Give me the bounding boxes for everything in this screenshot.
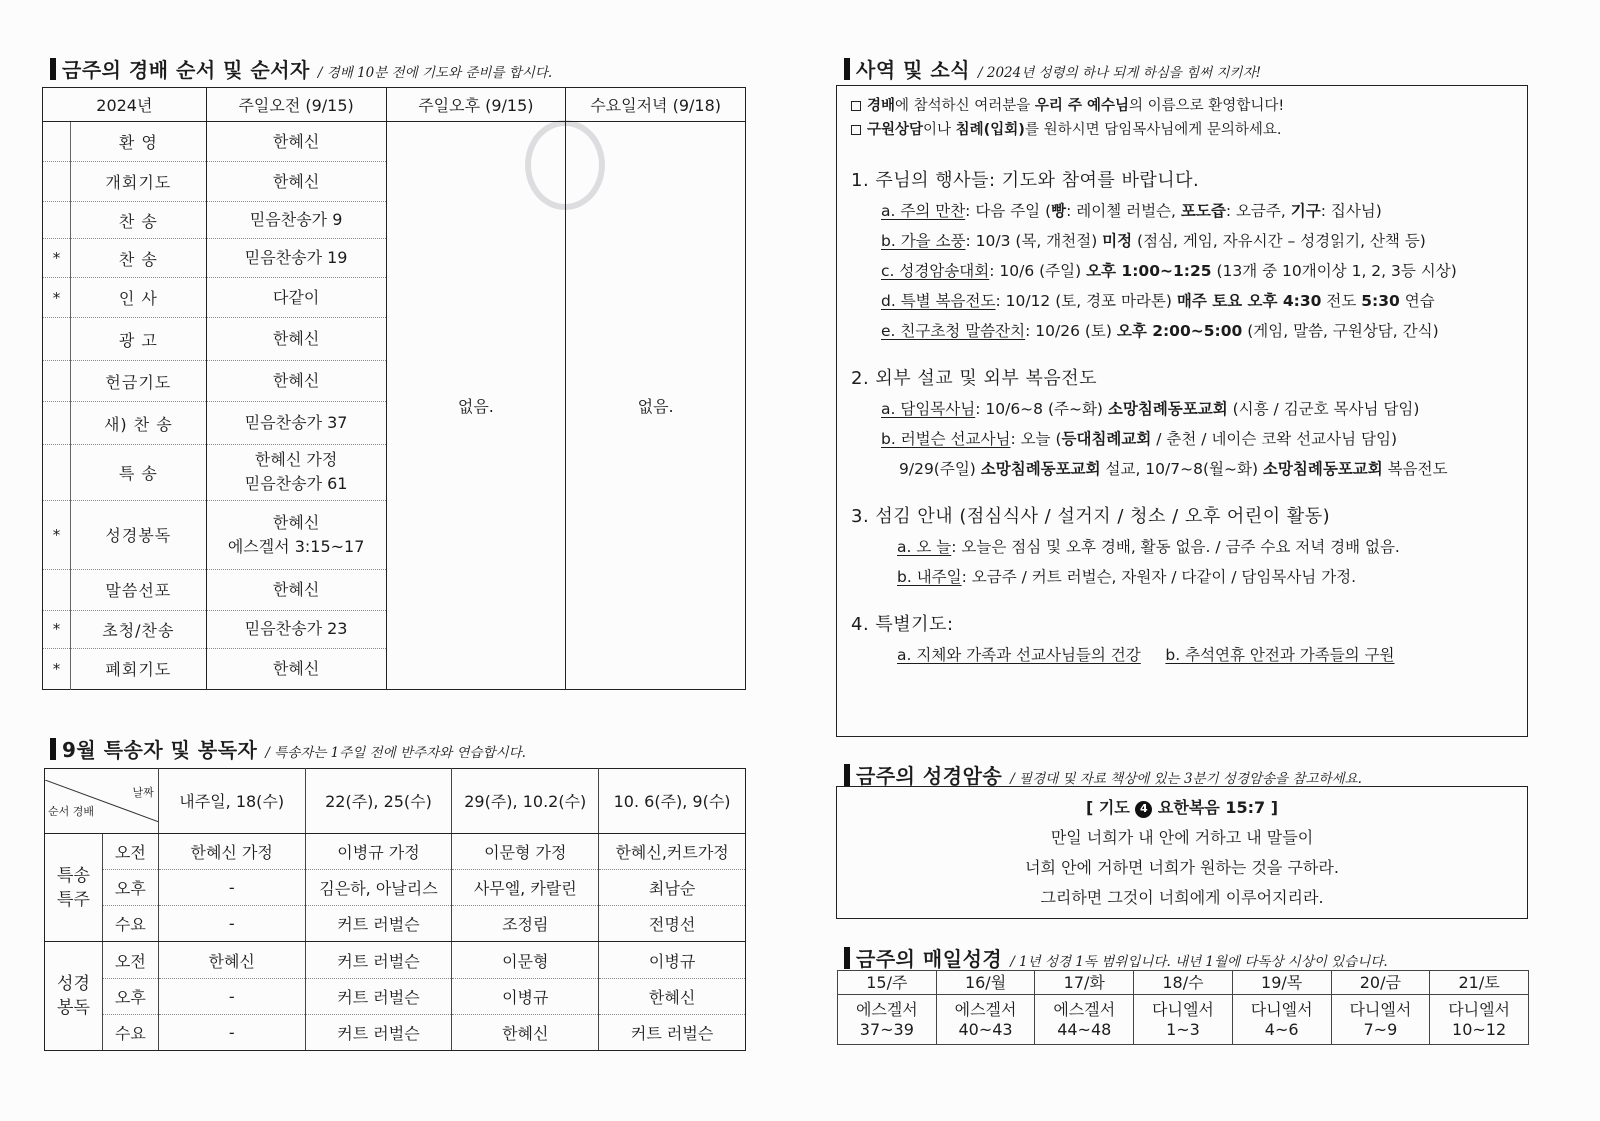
- reading-passage: [838, 995, 937, 1045]
- service-label: 오전: [102, 833, 158, 869]
- wednesday-service-cell: 없음.: [566, 122, 746, 690]
- special-singers-table: [44, 768, 746, 1051]
- group-label-line: 특주: [57, 889, 90, 910]
- heading-bar-icon: [844, 764, 850, 786]
- order-person: [206, 318, 386, 361]
- order-item: 폐회기도: [70, 648, 206, 689]
- group-label-line: 특송: [57, 865, 90, 886]
- reading-book: 다니엘서: [1152, 999, 1214, 1019]
- reading-day: 16/월: [936, 971, 1035, 995]
- assignee-cell: 한혜신 가정: [158, 833, 305, 869]
- assignee-cell: 한혜신: [599, 978, 746, 1014]
- corner-order-label: 순서: [48, 804, 70, 818]
- order-person-line: 믿음찬송가 19: [244, 248, 348, 268]
- assignee-cell: 전명선: [599, 906, 746, 942]
- news-item-1b: b. 가을 소풍: 10/3 (목, 개천절) 미정 (점심, 게임, 자유시간 – 성경읽기, 산책 등): [881, 232, 1426, 250]
- verse-section-title: 금주의 성경암송: [856, 764, 1003, 788]
- order-person: [206, 610, 386, 648]
- reading-day: 21/토: [1430, 971, 1529, 995]
- assignee-cell: 사무엘, 카랄린: [452, 870, 599, 906]
- assignee-cell: 한혜신: [158, 942, 305, 978]
- special-row: [45, 978, 746, 1014]
- news-section-title: 사역 및 소식: [856, 58, 971, 82]
- news-heading-1: 1. 주님의 행사들: 기도와 참여를 바랍니다.: [851, 170, 1200, 191]
- order-item: 환 영: [70, 122, 206, 162]
- order-person-line: 한혜신: [272, 329, 320, 349]
- date-header: 내주일, 18(수): [158, 769, 305, 834]
- assignee-cell: 한혜신,커트가정: [599, 833, 746, 869]
- assignee-cell: 이병규: [599, 942, 746, 978]
- corner-service-label: 경배: [72, 804, 95, 818]
- reading-chapters: 7~9: [1363, 1019, 1398, 1039]
- group-label-line: 성경: [57, 974, 90, 995]
- order-person: [206, 239, 386, 278]
- news-item-1c: c. 성경암송대회: 10/6 (주일) 오후 1:00~1:25 (13개 중 10개이상 1, 2, 3등 시상): [881, 262, 1457, 280]
- reading-section-heading: [844, 943, 1388, 973]
- daily-reading-table: [837, 970, 1529, 1045]
- special-row: [45, 870, 746, 906]
- news-section-subtitle: / 2024년 성령의 하나 되게 하심을 힘써 지키자!: [978, 65, 1262, 81]
- assignee-cell: -: [158, 1014, 305, 1050]
- corner-date-label: 날짜: [132, 785, 154, 799]
- special-section-title: 9월 특송자 및 봉독자: [62, 738, 258, 762]
- order-person: [206, 500, 386, 569]
- order-person: [206, 202, 386, 239]
- assignee-cell: 커트 러벌슨: [599, 1014, 746, 1050]
- special-section-subtitle: / 특송자는 1주일 전에 반주자와 연습합시다.: [265, 745, 526, 761]
- news-item-1e: e. 친구초청 말씀잔치: 10/26 (토) 오후 2:00~5:00 (게임, 말씀, 구원상담, 간식): [881, 322, 1439, 340]
- heading-bar-icon: [844, 947, 850, 969]
- verse-line-1: 만일 너희가 내 안에 거하고 내 말들이: [1050, 828, 1314, 847]
- service-label: 오후: [102, 870, 158, 906]
- assignee-cell: 커트 러벌슨: [305, 1014, 452, 1050]
- required-mark: *: [43, 500, 71, 569]
- order-person-line: 믿음찬송가 37: [244, 413, 348, 432]
- reading-book: 다니엘서: [1448, 999, 1511, 1019]
- afternoon-service-cell: 없음.: [386, 122, 566, 690]
- special-row: [45, 906, 746, 942]
- order-section-subtitle: / 경배 10분 전에 기도와 준비를 합시다.: [317, 65, 553, 81]
- order-header-am: 주일오전 (9/15): [206, 88, 386, 122]
- order-person-line: 한혜신: [272, 371, 320, 391]
- order-header-wed: 수요일저녁 (9/18): [566, 88, 746, 122]
- news-item-1a: a. 주의 만찬: 다음 주일 (빵: 레이첼 러벌슨, 포도즙: 오금주, 기구: 집사님): [881, 202, 1382, 220]
- assignee-cell: 커트 러벌슨: [305, 978, 452, 1014]
- order-person-line: 한혜신: [272, 658, 320, 678]
- order-person: [206, 569, 386, 610]
- order-section-title: 금주의 경배 순서 및 순서자: [62, 58, 310, 82]
- special-row: [45, 833, 746, 869]
- news-heading-2: 2. 외부 설교 및 외부 복음전도: [851, 368, 1098, 389]
- reading-chapters: 40~43: [958, 1019, 1013, 1039]
- order-item: 인 사: [70, 278, 206, 318]
- news-heading-3: 3. 섬김 안내 (점심식사 / 설거지 / 청소 / 오후 어린이 활동): [851, 506, 1331, 527]
- reading-day: 20/금: [1331, 971, 1430, 995]
- assignee-cell: 이문형 가정: [452, 833, 599, 869]
- reading-chapters: 44~48: [1057, 1019, 1112, 1039]
- order-person: [206, 122, 386, 162]
- reading-chapters: 1~3: [1166, 1019, 1200, 1039]
- required-mark: [43, 202, 71, 239]
- reading-day: 15/주: [838, 971, 937, 995]
- verse-reference: [ 기도 4 요한복음 15:7 ]: [1085, 798, 1279, 817]
- order-item: 새) 찬 송: [70, 402, 206, 444]
- reading-passage: [1134, 995, 1233, 1045]
- order-person-line: 한혜신: [272, 171, 320, 191]
- verse-section-subtitle: / 필경대 및 자료 책상에 있는 3분기 성경암송을 참고하세요.: [1010, 771, 1362, 787]
- order-item: 말씀선포: [70, 569, 206, 610]
- special-row: [45, 942, 746, 978]
- order-item: 헌금기도: [70, 361, 206, 402]
- date-header: 22(주), 25(수): [305, 769, 452, 834]
- assignee-cell: 김은하, 아날리스: [305, 870, 452, 906]
- news-item-2b: b. 러벌슨 선교사님: 오늘 (등대침례교회 / 춘천 / 네이슨 코왁 선교사님 담임): [881, 430, 1397, 448]
- reading-day: 18/수: [1134, 971, 1233, 995]
- assignee-cell: 이병규 가정: [305, 833, 452, 869]
- reading-passage: [936, 995, 1035, 1045]
- assignee-cell: -: [158, 978, 305, 1014]
- required-mark: [43, 444, 71, 500]
- order-item: 성경봉독: [70, 500, 206, 569]
- order-person-line: 다같이: [272, 287, 320, 307]
- order-person: [206, 278, 386, 318]
- order-row: [43, 122, 746, 162]
- news-item-1d: d. 특별 복음전도: 10/12 (토, 경포 마라톤) 매주 토요 오후 4:30 전도 5:30 연습: [881, 292, 1435, 310]
- order-person: [206, 402, 386, 444]
- required-mark: [43, 122, 71, 162]
- order-section-heading: [50, 54, 552, 84]
- reading-passage: [1232, 995, 1331, 1045]
- reading-chapters: 10~12: [1452, 1019, 1507, 1039]
- assignee-cell: 최남순: [599, 870, 746, 906]
- special-table-body: [45, 833, 746, 1050]
- reading-day: 17/화: [1035, 971, 1134, 995]
- reading-book: 다니엘서: [1349, 999, 1412, 1019]
- assignee-cell: 커트 러벌슨: [305, 906, 452, 942]
- required-mark: *: [43, 648, 71, 689]
- verse-line-3: 그리하면 그것이 너희에게 이루어지리라.: [1040, 888, 1324, 907]
- assignee-cell: 커트 러벌슨: [305, 942, 452, 978]
- order-item: 찬 송: [70, 202, 206, 239]
- order-header-year: 2024년: [43, 88, 207, 122]
- order-table-body: [43, 122, 746, 690]
- date-header: 29(주), 10.2(수): [452, 769, 599, 834]
- reading-book: 에스겔서: [1053, 999, 1116, 1019]
- service-label: 수요: [102, 906, 158, 942]
- order-person-line: 한혜신: [272, 512, 320, 532]
- assignee-cell: 한혜신: [452, 1014, 599, 1050]
- news-item-2a: a. 담임목사님: 10/6~8 (주~화) 소망침례동포교회 (시흥 / 김군호 목사님 담임): [881, 400, 1420, 418]
- assignee-cell: -: [158, 870, 305, 906]
- order-header-pm: 주일오후 (9/15): [386, 88, 566, 122]
- required-mark: *: [43, 239, 71, 278]
- group-label: [45, 942, 103, 1051]
- assignee-cell: 조정림: [452, 906, 599, 942]
- group-label: [45, 833, 103, 942]
- service-label: 오후: [102, 978, 158, 1014]
- required-mark: [43, 361, 71, 402]
- news-item-3b: b. 내주일: 오금주 / 커트 러벌슨, 자원자 / 다같이 / 담임목사님 가정.: [897, 568, 1357, 586]
- reading-section-title: 금주의 매일성경: [856, 947, 1003, 971]
- reading-book: 에스겔서: [855, 999, 918, 1019]
- reading-book: 에스겔서: [954, 999, 1017, 1019]
- news-item-4: a. 지체와 가족과 선교사님들의 건강 b. 추석연휴 안전과 가족들의 구원: [897, 646, 1395, 664]
- order-of-worship-table: [42, 87, 746, 690]
- required-mark: *: [43, 610, 71, 648]
- order-person: [206, 444, 386, 500]
- required-mark: [43, 162, 71, 202]
- required-mark: [43, 402, 71, 444]
- order-item: 개회기도: [70, 162, 206, 202]
- notice-counsel: 구원상담이나 침례(입회)를 원하시면 담임목사님에게 문의하세요.: [851, 118, 1513, 142]
- assignee-cell: 이병규: [452, 978, 599, 1014]
- order-person-line: 믿음찬송가 23: [244, 619, 348, 639]
- heading-bar-icon: [50, 738, 56, 760]
- date-header: 10. 6(주), 9(수): [599, 769, 746, 834]
- service-label: 수요: [102, 1014, 158, 1050]
- reading-passage: [1331, 995, 1430, 1045]
- reading-chapters: 37~39: [859, 1019, 914, 1039]
- reading-day: 19/목: [1232, 971, 1331, 995]
- checkbox-icon: [851, 101, 861, 111]
- required-mark: [43, 318, 71, 361]
- order-person: [206, 361, 386, 402]
- reading-chapters: 4~6: [1264, 1019, 1299, 1039]
- checkbox-icon: [851, 125, 861, 135]
- verse-box: [836, 786, 1528, 919]
- corner-header: [45, 769, 159, 834]
- order-person: [206, 648, 386, 689]
- heading-bar-icon: [844, 58, 850, 80]
- reading-section-subtitle: / 1년 성경 1독 범위입니다. 내년 1월에 다독상 시상이 있습니다.: [1010, 954, 1388, 970]
- special-row: [45, 1014, 746, 1050]
- order-person: [206, 162, 386, 202]
- service-label: 오전: [102, 942, 158, 978]
- order-person-line: 한혜신: [272, 579, 320, 599]
- order-person-line: 한혜신: [272, 131, 320, 151]
- reading-passage: [1430, 995, 1529, 1045]
- order-item: 광 고: [70, 318, 206, 361]
- special-section-heading: [50, 734, 526, 764]
- required-mark: [43, 569, 71, 610]
- order-person-line: 믿음찬송가 9: [249, 210, 343, 230]
- order-item: 특 송: [70, 444, 206, 500]
- news-heading-4: 4. 특별기도:: [851, 614, 954, 635]
- required-mark: *: [43, 278, 71, 318]
- order-person-line: 한혜신 가정: [254, 450, 338, 470]
- assignee-cell: 이문형: [452, 942, 599, 978]
- order-person-line: 믿음찬송가 61: [244, 474, 348, 494]
- order-item: 초청/찬송: [70, 610, 206, 648]
- news-item-3a: a. 오 늘: 오늘은 점심 및 오후 경배, 활동 없음. / 금주 수요 저녁 경배 없음.: [897, 538, 1400, 556]
- group-label-line: 봉독: [57, 998, 90, 1019]
- order-person-line: 에스겔서 3:15~17: [227, 536, 365, 556]
- order-item: 찬 송: [70, 239, 206, 278]
- news-box: [836, 85, 1528, 737]
- heading-bar-icon: [50, 58, 56, 80]
- assignee-cell: -: [158, 906, 305, 942]
- news-section-heading: [844, 54, 1261, 84]
- notice-welcome: 경배에 참석하신 여러분을 우리 주 예수님의 이름으로 환영합니다!: [851, 94, 1513, 118]
- reading-passage: [1035, 995, 1134, 1045]
- news-item-2c: 9/29(주일) 소망침례동포교회 설교, 10/7~8(월~화) 소망침례동포교회 복음전도: [899, 460, 1448, 478]
- verse-line-2: 너희 안에 거하면 너희가 원하는 것을 구하라.: [1025, 858, 1339, 877]
- number-circle-icon: 4: [1135, 801, 1152, 818]
- reading-book: 다니엘서: [1250, 999, 1313, 1019]
